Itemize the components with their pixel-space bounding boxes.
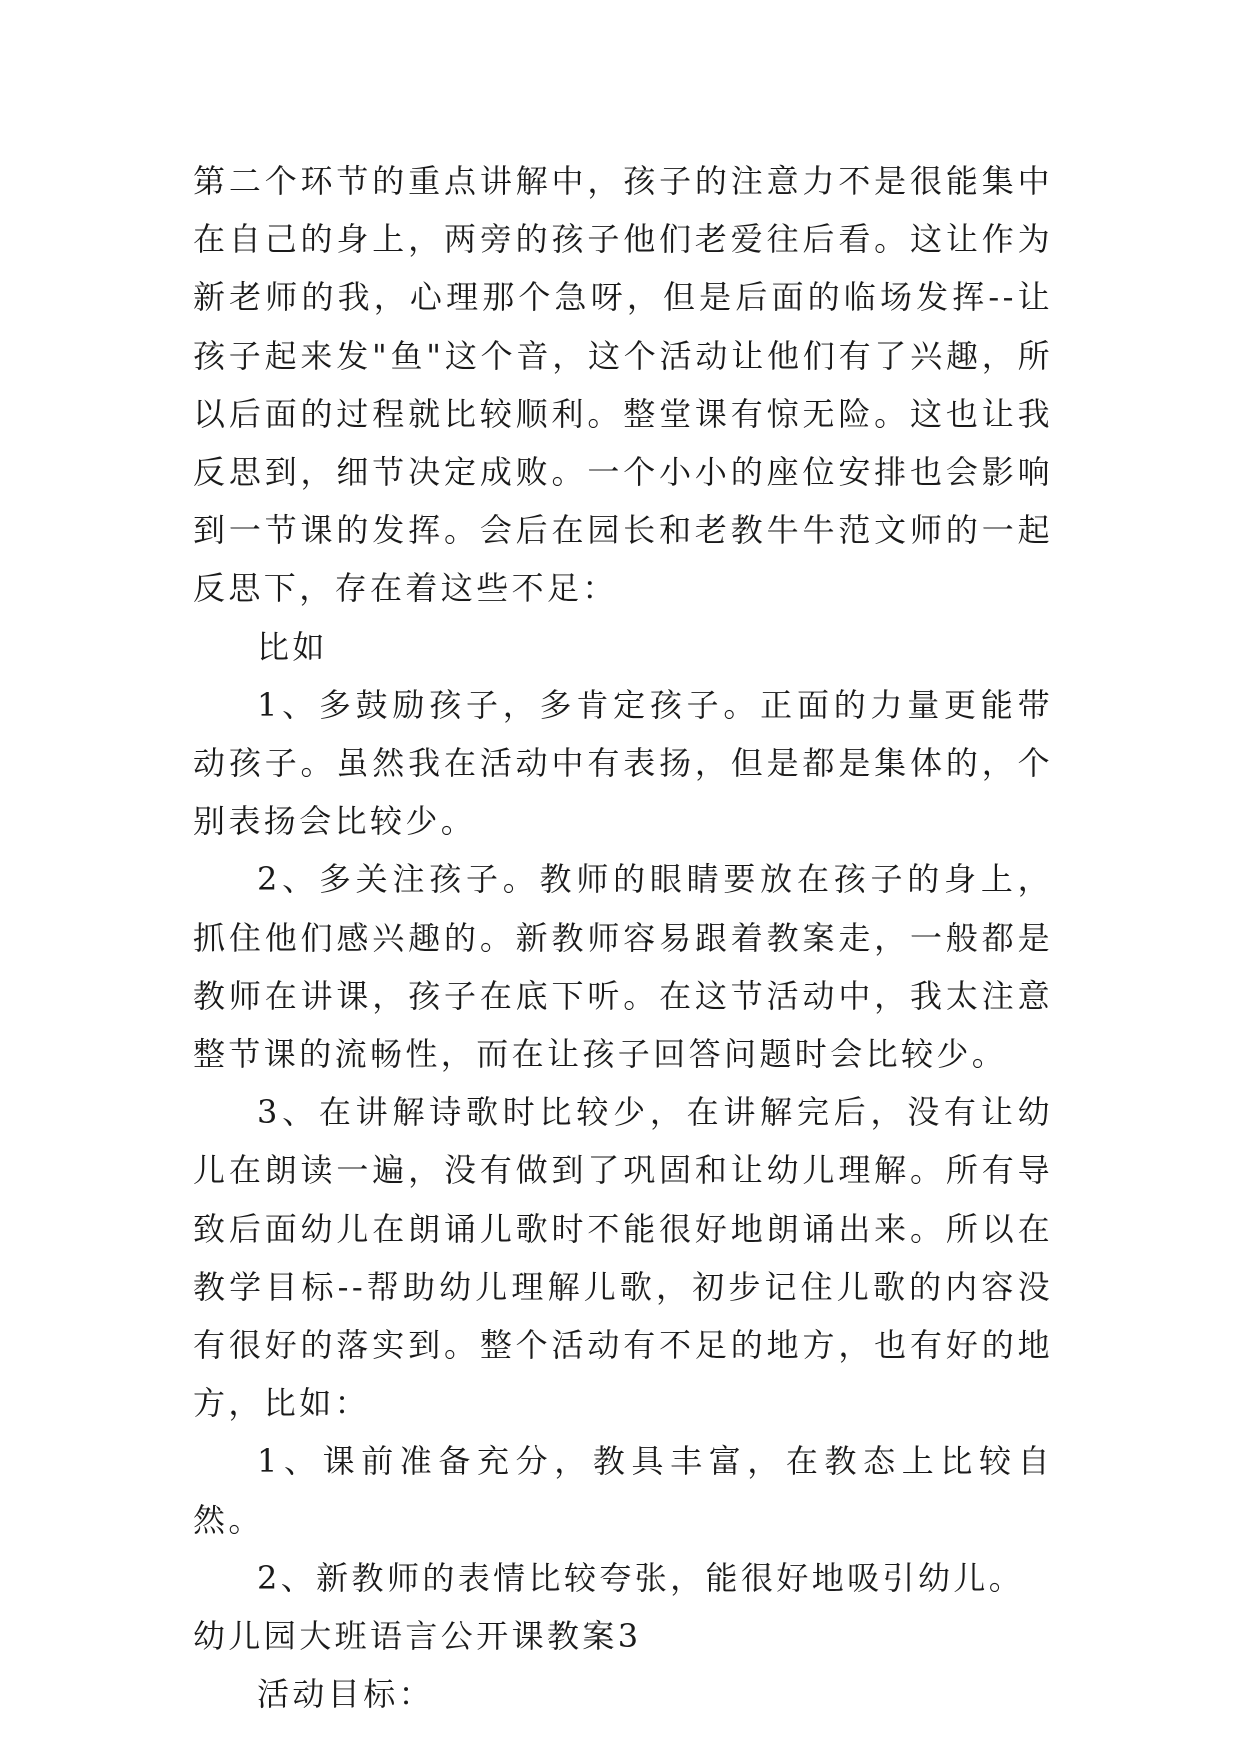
- paragraph-strength-1: 1、课前准备充分，教具丰富，在教态上比较自然。: [193, 1442, 1053, 1539]
- paragraph-point-3: 3、在讲解诗歌时比较少，在讲解完后，没有让幼儿在朗读一遍，没有做到了巩固和让幼儿理解。所有导致后面幼儿在朗诵儿歌时不能很好地朗诵出来。所以在教学目标--帮助幼儿理解儿歌，初步记住儿歌的内容没有很好的落实到。整个活动有不足的地方，也有好的地方，比如：: [193, 1093, 1053, 1423]
- paragraph-strength-2: 2、新教师的表情比较夸张，能很好地吸引幼儿。: [257, 1558, 1025, 1597]
- paragraph-point-2: 2、多关注孩子。教师的眼睛要放在孩子的身上，抓住他们感兴趣的。新教师容易跟着教案走，一般都是教师在讲课，孩子在底下听。在这节活动中，我太注意整节课的流畅性，而在让孩子回答问题时会比较少。: [193, 860, 1053, 1074]
- paragraph-point-1: 1、多鼓励孩子，多肯定孩子。正面的力量更能带动孩子。虽然我在活动中有表扬，但是都是集体的，个别表扬会比较少。: [193, 685, 1053, 841]
- document-page: [193, 152, 1053, 1723]
- paragraph-reflection-intro: 第二个环节的重点讲解中，孩子的注意力不是很能集中在自己的身上，两旁的孩子他们老爱往后看。这让作为新老师的我，心理那个急呀，但是后面的临场发挥--让孩子起来发"鱼"这个音，这个活动让他们有了兴趣，所以后面的过程就比较顺利。整堂课有惊无险。这也让我反思到，细节决定成败。一个小小的座位安排也会影响到一节课的发挥。会后在园长和老教牛牛范文师的一起反思下，存在着这些不足：: [193, 162, 1053, 608]
- paragraph-for-example: 比如: [257, 627, 328, 666]
- section-heading: 幼儿园大班语言公开课教案3: [193, 1617, 642, 1656]
- paragraph-activity-goals: 活动目标：: [257, 1675, 435, 1714]
